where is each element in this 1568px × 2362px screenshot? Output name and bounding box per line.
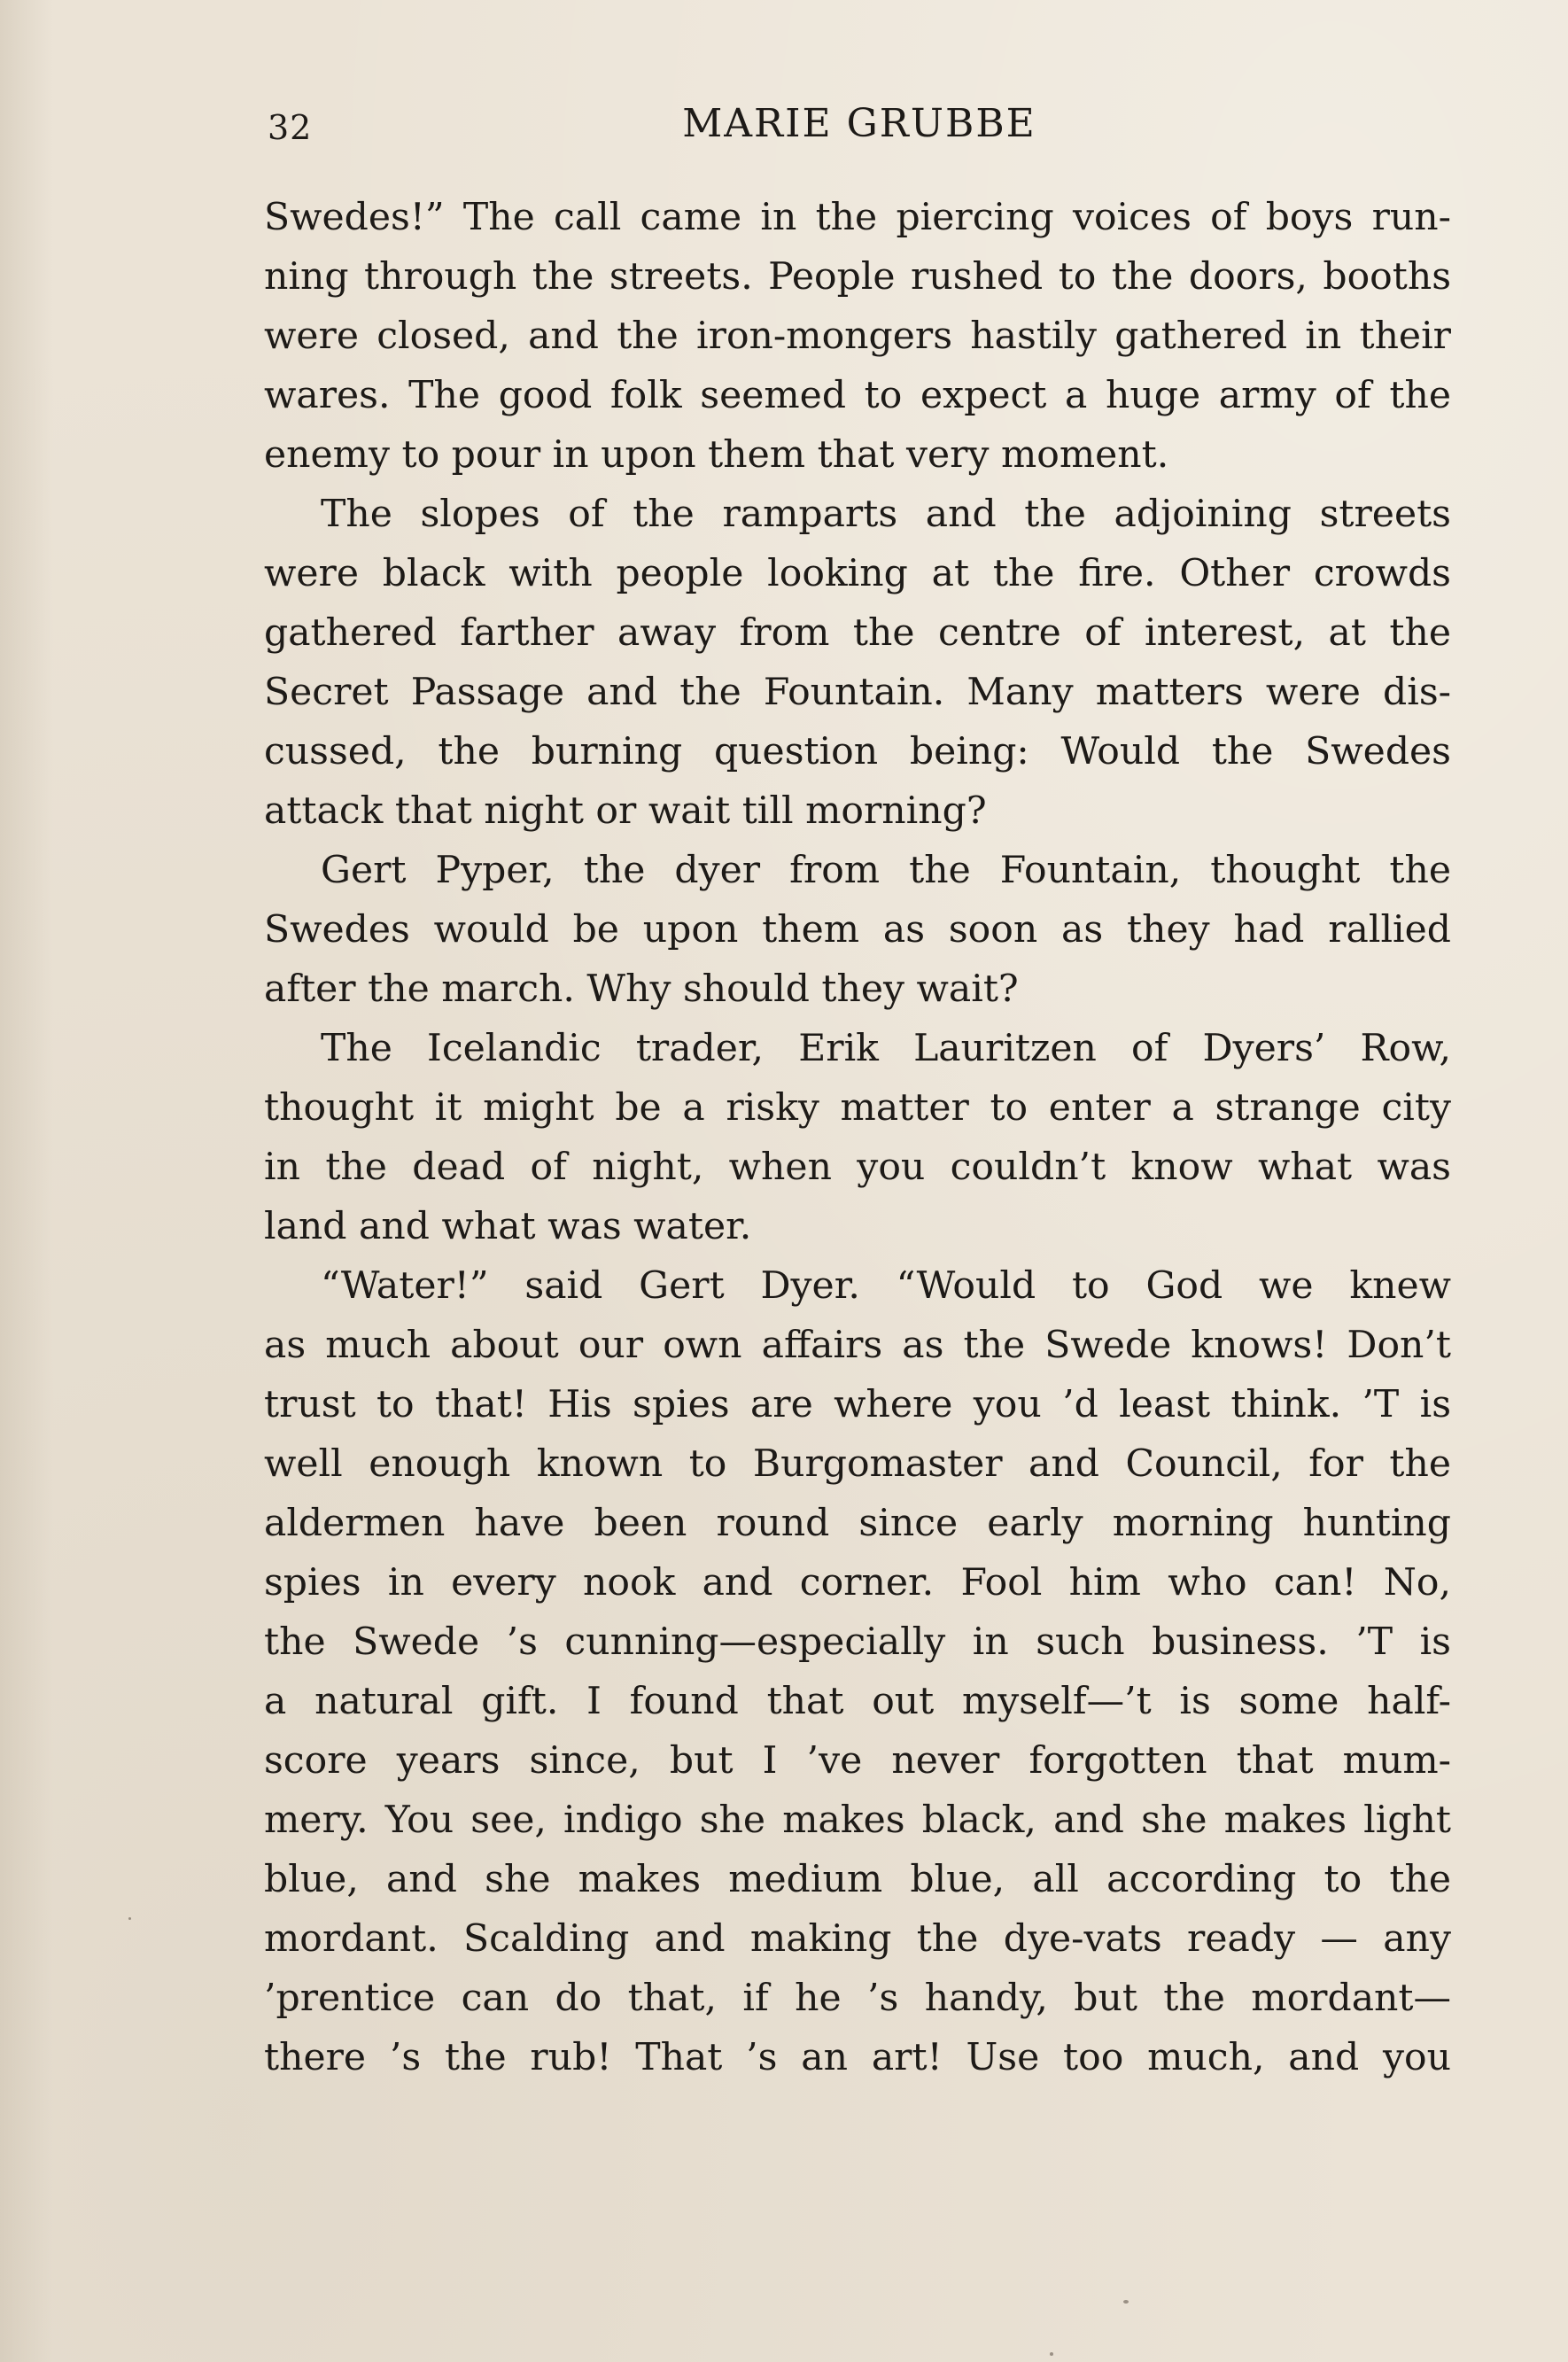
page-number: 32 (268, 108, 313, 147)
text-line: score years since, but I ’ve never forgotten that mum- (264, 1739, 1451, 1783)
text-line: in the dead of night, when you couldn’t know what was (264, 1146, 1451, 1189)
text-line: ’prentice can do that, if he ’s handy, but the mordant— (264, 1977, 1451, 2020)
text-line: were closed, and the iron-mongers hastily gathered in their (264, 315, 1451, 358)
text-line: a natural gift. I found that out myself—’t is some half- (264, 1680, 1451, 1723)
paragraph-start-line: The slopes of the ramparts and the adjoining streets (321, 493, 1451, 536)
text-line: trust to that! His spies are where you ’d least think. ’T is (264, 1383, 1451, 1426)
text-line: Secret Passage and the Fountain. Many matters were dis- (264, 671, 1451, 714)
paper-speck (1050, 2352, 1053, 2356)
paragraph-start-line: The Icelandic trader, Erik Lauritzen of Dyers’ Row, (321, 1027, 1451, 1070)
text-line: as much about our own affairs as the Swede knows! Don’t (264, 1324, 1451, 1367)
text-line: blue, and she makes medium blue, all according to the (264, 1858, 1451, 1901)
paragraph-start-line: Gert Pyper, the dyer from the Fountain, thought the (321, 849, 1451, 892)
text-line: mordant. Scalding and making the dye-vats ready — any (264, 1917, 1451, 1961)
text-line: well enough known to Burgomaster and Council, for the (264, 1442, 1451, 1486)
text-line: mery. You see, indigo she makes black, and she makes light (264, 1799, 1451, 1842)
text-line: enemy to pour in upon them that very moment. (264, 433, 1169, 477)
running-title: MARIE GRUBBE (682, 101, 1036, 146)
paper-speck (128, 1917, 131, 1920)
text-line: were black with people looking at the fire. Other crowds (264, 552, 1451, 595)
text-line: cussed, the burning question being: Would the Swedes (264, 730, 1451, 773)
text-line: there ’s the rub! That ’s an art! Use too much, and you (264, 2036, 1451, 2079)
text-line: the Swede ’s cunning—especially in such business. ’T is (264, 1620, 1451, 1664)
running-head (266, 96, 1453, 149)
text-line: attack that night or wait till morning? (264, 789, 987, 833)
text-line: Swedes would be upon them as soon as they had rallied (264, 908, 1451, 952)
text-line: ning through the streets. People rushed to the doors, booths (264, 255, 1451, 299)
text-line: wares. The good folk seemed to expect a huge army of the (264, 374, 1451, 417)
text-line: after the march. Why should they wait? (264, 967, 1019, 1011)
paper-speck (1123, 2300, 1129, 2304)
text-line: gathered farther away from the centre of interest, at the (264, 611, 1451, 655)
text-line: thought it might be a risky matter to enter a strange city (264, 1086, 1451, 1130)
paragraph-start-line: “Water!” said Gert Dyer. “Would to God we knew (321, 1264, 1451, 1308)
text-line: land and what was water. (264, 1205, 752, 1248)
body-text (264, 188, 1451, 2087)
text-line: Swedes!” The call came in the piercing voices of boys run- (264, 196, 1451, 239)
text-line: aldermen have been round since early morning hunting (264, 1502, 1451, 1545)
text-line: spies in every nook and corner. Fool him who can! No, (264, 1561, 1451, 1604)
